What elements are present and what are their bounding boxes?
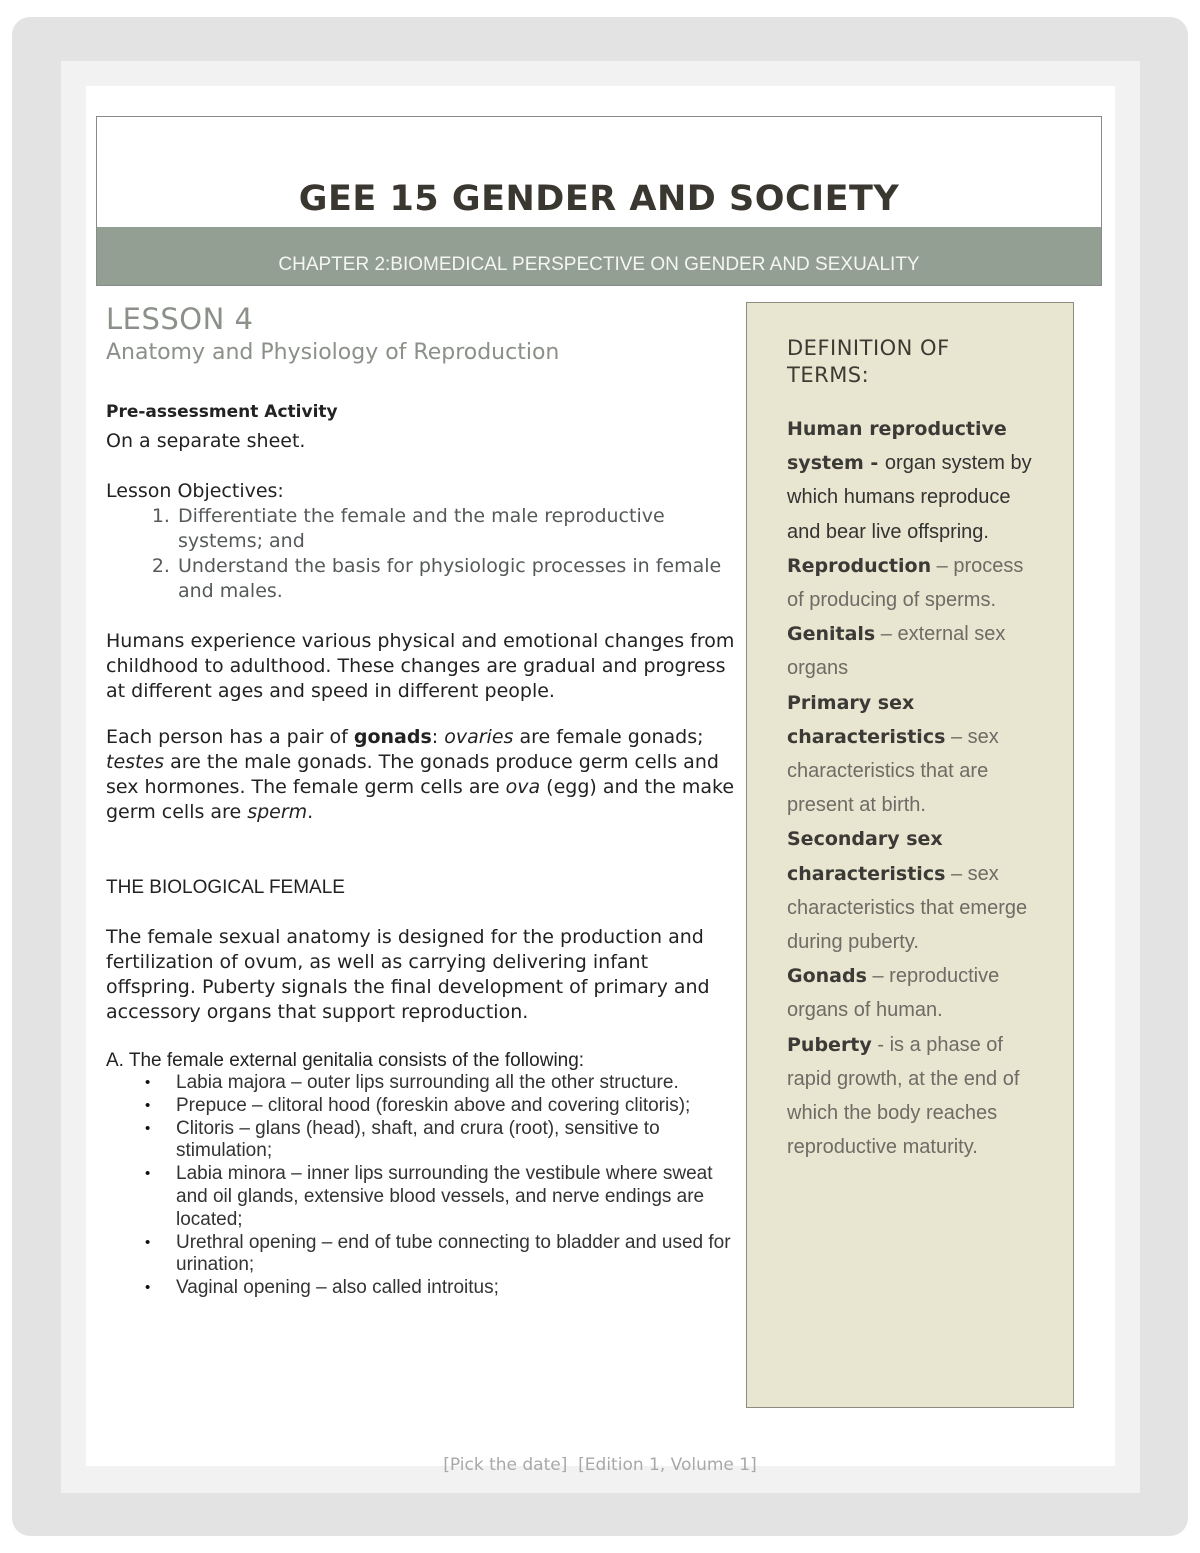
term-gonads: gonads [353,726,432,748]
definition-text: reproductive organs of human. [787,965,1000,1022]
definition-term: Genitals [787,623,876,646]
text-run: are the male gonads. The gonads produce germ cells and sex hormones. The female germ cells are [106,751,719,798]
term-ova: ova [505,776,541,798]
objectives-heading: Lesson Objectives: [106,480,284,502]
definition-text: external sex organs [787,623,1006,680]
list-item-text: Labia majora – outer lips surrounding all the other structure. [176,1072,679,1093]
list-item [145,1072,736,1095]
lesson-subtitle: Anatomy and Physiology of Reproduction [106,340,560,365]
objectives-list [106,504,736,604]
bullet-icon: • [145,1165,151,1183]
definition-text: organ system by which humans reproduce and bear live offspring. [787,452,1032,543]
text-run: are female gonads; [513,726,704,748]
text-run: (egg) and the make germ cells are [106,776,735,823]
objective-item: 1. Differentiate the female and the male reproductive systems; and [176,504,736,554]
genitalia-list [106,1072,736,1300]
pre-assessment-text: On a separate sheet. [106,430,306,452]
sidebar-title: DEFINITION OF TERMS: [787,336,950,387]
definition-item [787,822,1037,959]
section-heading-female: THE BIOLOGICAL FEMALE [106,877,345,898]
definition-separator: – [931,554,954,577]
list-item-text: Urethral opening – end of tube connecting to bladder and used for urination; [176,1231,731,1276]
gonads-paragraph [106,725,736,825]
bullet-icon: • [145,1096,151,1114]
female-paragraph: The female sexual anatomy is designed for the production and fertilization of ovum, as well as carrying delivering infant offspring. Puberty signals the final development of primary and accessory organs that support reproduction. [106,926,710,1023]
bullet-icon: • [145,1119,151,1137]
definition-item [787,686,1037,823]
page-footer [0,1455,1200,1475]
objective-item: 2. Understand the basis for physiologic processes in female and males. [176,554,736,604]
genitalia-list-intro: A. The female external genitalia consists of the following: [106,1050,585,1071]
definition-text: sex characteristics that emerge during puberty. [787,862,1028,954]
definition-term: Primary sex characteristics [787,691,946,748]
intro-paragraph: Humans experience various physical and emotional changes from childhood to adulthood. These changes are gradual and progress at different ages and speed in different people. [106,630,735,702]
bullet-icon: • [145,1233,151,1251]
list-item [145,1231,736,1278]
definition-text: process of producing of sperms. [787,554,1024,612]
term-ovaries: ovaries [444,726,514,748]
definition-text: sex characteristics that are present at birth. [787,725,999,817]
definitions-sidebar [746,302,1074,1408]
definition-term: Gonads [787,965,867,988]
title-box [96,116,1102,286]
chapter-banner: CHAPTER 2:BIOMEDICAL PERSPECTIVE ON GENDER AND SEXUALITY [97,227,1101,285]
definition-item [787,959,1037,1027]
text-run: : [431,726,445,748]
list-item-text: Vaginal opening – also called introitus; [176,1277,499,1299]
definition-item [787,617,1037,685]
text-run: . [307,801,314,823]
main-column [106,300,736,1300]
definition-separator: - [871,1033,890,1056]
footer-edition[interactable]: [Edition 1, Volume 1] [578,1455,757,1475]
list-item-text: Labia minora – inner lips surrounding the vestibule where sweat and oil glands, extensive blood vessels, and nerve endings are located; [176,1163,713,1230]
definition-separator: – [945,862,968,885]
definition-separator: – [866,965,890,988]
text-run: Each person has a pair of [106,726,354,748]
term-testes: testes [106,751,165,773]
list-item [145,1277,736,1300]
list-item [145,1163,736,1231]
definition-term: Human reproductive system [787,418,1007,475]
definition-item [787,412,1037,549]
document-title: GEE 15 GENDER AND SOCIETY [298,179,900,219]
list-item-text: Prepuce – clitoral hood (foreskin above and covering clitoris); [176,1094,691,1116]
definition-text: is a phase of rapid growth, at the end of which the body reaches reproductive maturity. [787,1033,1020,1159]
definition-item [787,1028,1037,1165]
definition-separator: - [863,452,885,475]
footer-date[interactable]: [Pick the date] [443,1455,568,1475]
bullet-icon: • [145,1074,151,1091]
list-item [145,1094,736,1118]
definition-term: Puberty [787,1033,872,1056]
definition-separator: – [875,623,898,646]
term-sperm: sperm [247,801,308,823]
definition-item [787,549,1037,617]
pre-assessment-heading: Pre-assessment Activity [106,402,338,422]
list-item [145,1117,736,1164]
definition-term: Reproduction [787,554,932,577]
definition-separator: – [945,725,968,748]
list-item-text: Clitoris – glans (head), shaft, and crura (root), sensitive to stimulation; [176,1117,660,1162]
bullet-icon: • [145,1279,151,1297]
lesson-label: LESSON 4 [106,302,254,336]
definition-term: Secondary sex characteristics [787,828,946,885]
